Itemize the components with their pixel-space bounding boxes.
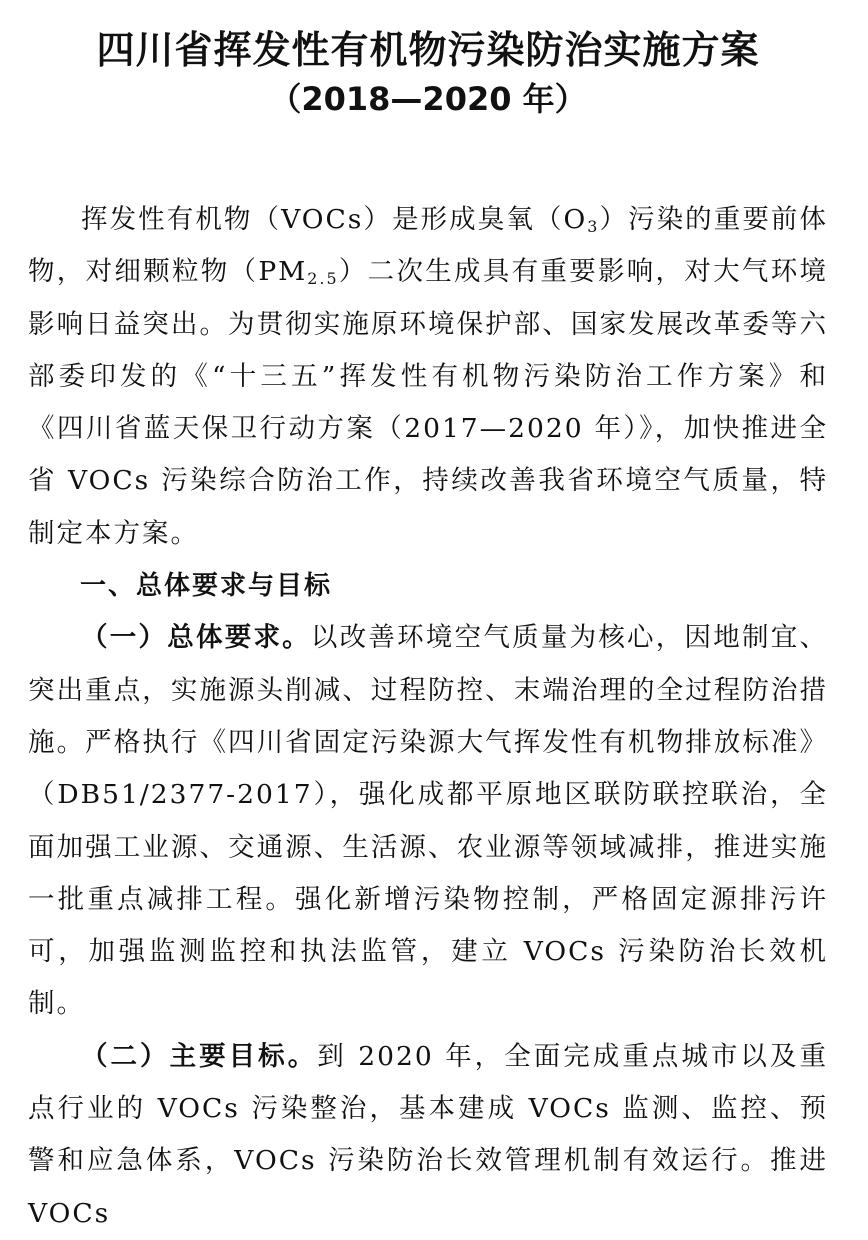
section-heading-general: 一、总体要求与目标 — [80, 571, 333, 602]
document-title: 四川省挥发性有机物污染防治实施方案 — [96, 28, 760, 72]
document-subtitle: （2018—2020 年） — [269, 80, 587, 118]
intro-text-part2: ）污染的重要前体物，对细颗粒物（PM — [28, 204, 829, 288]
intro-text-part1: 挥发性有机物（VOCs）是形成臭氧（O — [81, 204, 588, 235]
overall-requirements-label: （一）总体要求。 — [81, 622, 311, 654]
overall-requirements-paragraph — [28, 612, 828, 1030]
intro-paragraph — [28, 194, 828, 560]
main-goals-label: （二）主要目标。 — [81, 1040, 318, 1072]
main-goals-paragraph — [28, 1031, 828, 1240]
main-goals-text: 到 2020 年，全面完成重点城市以及重点行业的 VOCs 污染整治，基本建成 VOCs 监测、监控、预警和应急体系，VOCs 污染防治长效管理机制有效运行。推进 VOCs — [28, 1040, 828, 1229]
pm-subscript: 2.5 — [307, 269, 339, 289]
o3-subscript: 3 — [587, 216, 600, 236]
intro-text-part3: ）二次生成具有重要影响，对大气环境影响日益突出。为贯彻实施原环境保护部、国家发展改革委等六部委印发的《“十三五”挥发性有机物污染防治工作方案》和《四川省蓝天保卫行动方案（2017—2020 年）》，加快推进全省 VOCs 污染综合防治工作，持续改善我省环境空气质量，特制定本方案。 — [28, 256, 829, 549]
overall-requirements-text: 以改善环境空气质量为核心，因地制宜、突出重点，实施源头削减、过程防控、末端治理的全过程防治措施。严格执行《四川省固定污染源大气挥发性有机物排放标准》（DB51/2377-2017），强化成都平原地区联防联控联治，全面加强工业源、交通源、生活源、农业源等领域减排，推进实施一批重点减排工程。强化新增污染物控制，严格固定源排污许可，加强监测监控和执法监管，建立 VOCs 污染防治长效机制。 — [28, 622, 829, 1020]
document-body — [28, 194, 828, 1240]
